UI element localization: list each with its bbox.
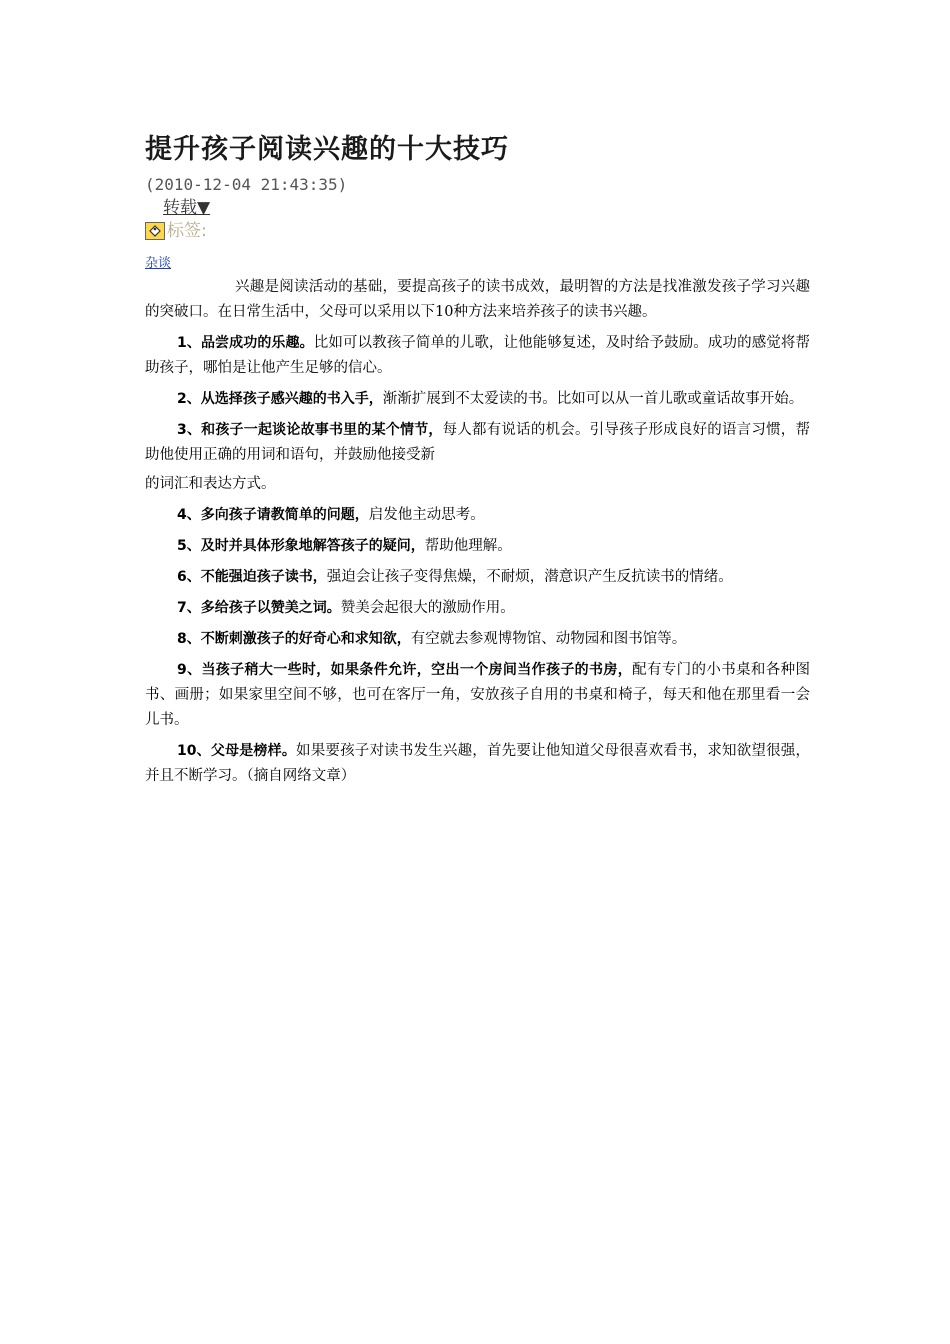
tip-4 bbox=[145, 503, 810, 528]
tip-2 bbox=[145, 387, 810, 412]
tip-3-continuation: 的词汇和表达方式。 bbox=[145, 476, 276, 492]
reprint-button[interactable]: 转载▼ bbox=[163, 198, 211, 218]
tip-heading: 4、多向孩子请教简单的问题， bbox=[177, 507, 369, 523]
tags-row bbox=[145, 220, 810, 242]
tip-text: 比如可以教孩子简单的儿歌，让他能够复述，及时给予鼓励。成功的感觉将帮助孩子，哪怕是让他产生足够的信心。 bbox=[145, 335, 810, 376]
tip-text: 赞美会起很大的激励作用。 bbox=[340, 600, 515, 616]
tip-heading: 7、多给孩子以赞美之词。 bbox=[177, 600, 341, 616]
tip-7 bbox=[145, 596, 810, 621]
tip-8 bbox=[145, 627, 810, 652]
tip-heading: 3、和孩子一起谈论故事书里的某个情节， bbox=[177, 422, 443, 438]
tip-5 bbox=[145, 534, 810, 559]
tip-text: 配有专门的小书桌和各种图书、画册；如果家里空间不够，也可在客厅一角，安放孩子自用的书桌和椅子，每天和他在那里看一会儿书。 bbox=[145, 662, 810, 728]
article-date: (2010-12-04 21:43:35) bbox=[145, 175, 348, 194]
tip-10 bbox=[145, 739, 810, 789]
intro-paragraph: 兴趣是阅读活动的基础，要提高孩子的读书成效，最明智的方法是找准激发孩子学习兴趣的突破口。在日常生活中，父母可以采用以下10种方法来培养孩子的读书兴趣。 bbox=[145, 279, 810, 320]
tip-text: 渐渐扩展到不太爱读的书。比如可以从一首儿歌或童话故事开始。 bbox=[382, 391, 804, 407]
tip-heading: 9、当孩子稍大一些时，如果条件允许，空出一个房间当作孩子的书房， bbox=[177, 662, 633, 678]
tip-heading: 8、不断刺激孩子的好奇心和求知欲， bbox=[177, 631, 411, 647]
tip-text: 帮助他理解。 bbox=[424, 538, 512, 554]
tip-6 bbox=[145, 565, 810, 590]
tip-heading: 2、从选择孩子感兴趣的书入手， bbox=[177, 391, 383, 407]
tip-text: 有空就去参观博物馆、动物园和图书馆等。 bbox=[410, 631, 687, 647]
article bbox=[145, 130, 810, 795]
tip-1 bbox=[145, 331, 810, 381]
tip-9 bbox=[145, 658, 810, 733]
tags-label: 标签: bbox=[167, 221, 207, 241]
article-title: 提升孩子阅读兴趣的十大技巧 bbox=[145, 134, 509, 165]
tip-text: 强迫会让孩子变得焦燥，不耐烦，潜意识产生反抗读书的情绪。 bbox=[326, 569, 733, 585]
tag-icon bbox=[145, 222, 165, 240]
tip-heading: 1、品尝成功的乐趣。 bbox=[177, 335, 314, 351]
tip-3 bbox=[145, 418, 810, 468]
tip-text: 如果要孩子对读书发生兴趣，首先要让他知道父母很喜欢看书，求知欲望很强，并且不断学习。（摘自网络文章） bbox=[145, 743, 811, 784]
tip-heading: 5、及时并具体形象地解答孩子的疑问， bbox=[177, 538, 425, 554]
tip-text: 启发他主动思考。 bbox=[368, 507, 485, 523]
tip-heading: 10、父母是榜样。 bbox=[177, 743, 297, 759]
tip-heading: 6、不能强迫孩子读书， bbox=[177, 569, 327, 585]
article-body bbox=[145, 275, 810, 789]
tip-text: 每人都有说话的机会。引导孩子形成良好的语言习惯，帮助他使用正确的用词和语句，并鼓励他接受新 bbox=[145, 422, 810, 463]
tag-link[interactable]: 杂谈 bbox=[145, 256, 172, 271]
